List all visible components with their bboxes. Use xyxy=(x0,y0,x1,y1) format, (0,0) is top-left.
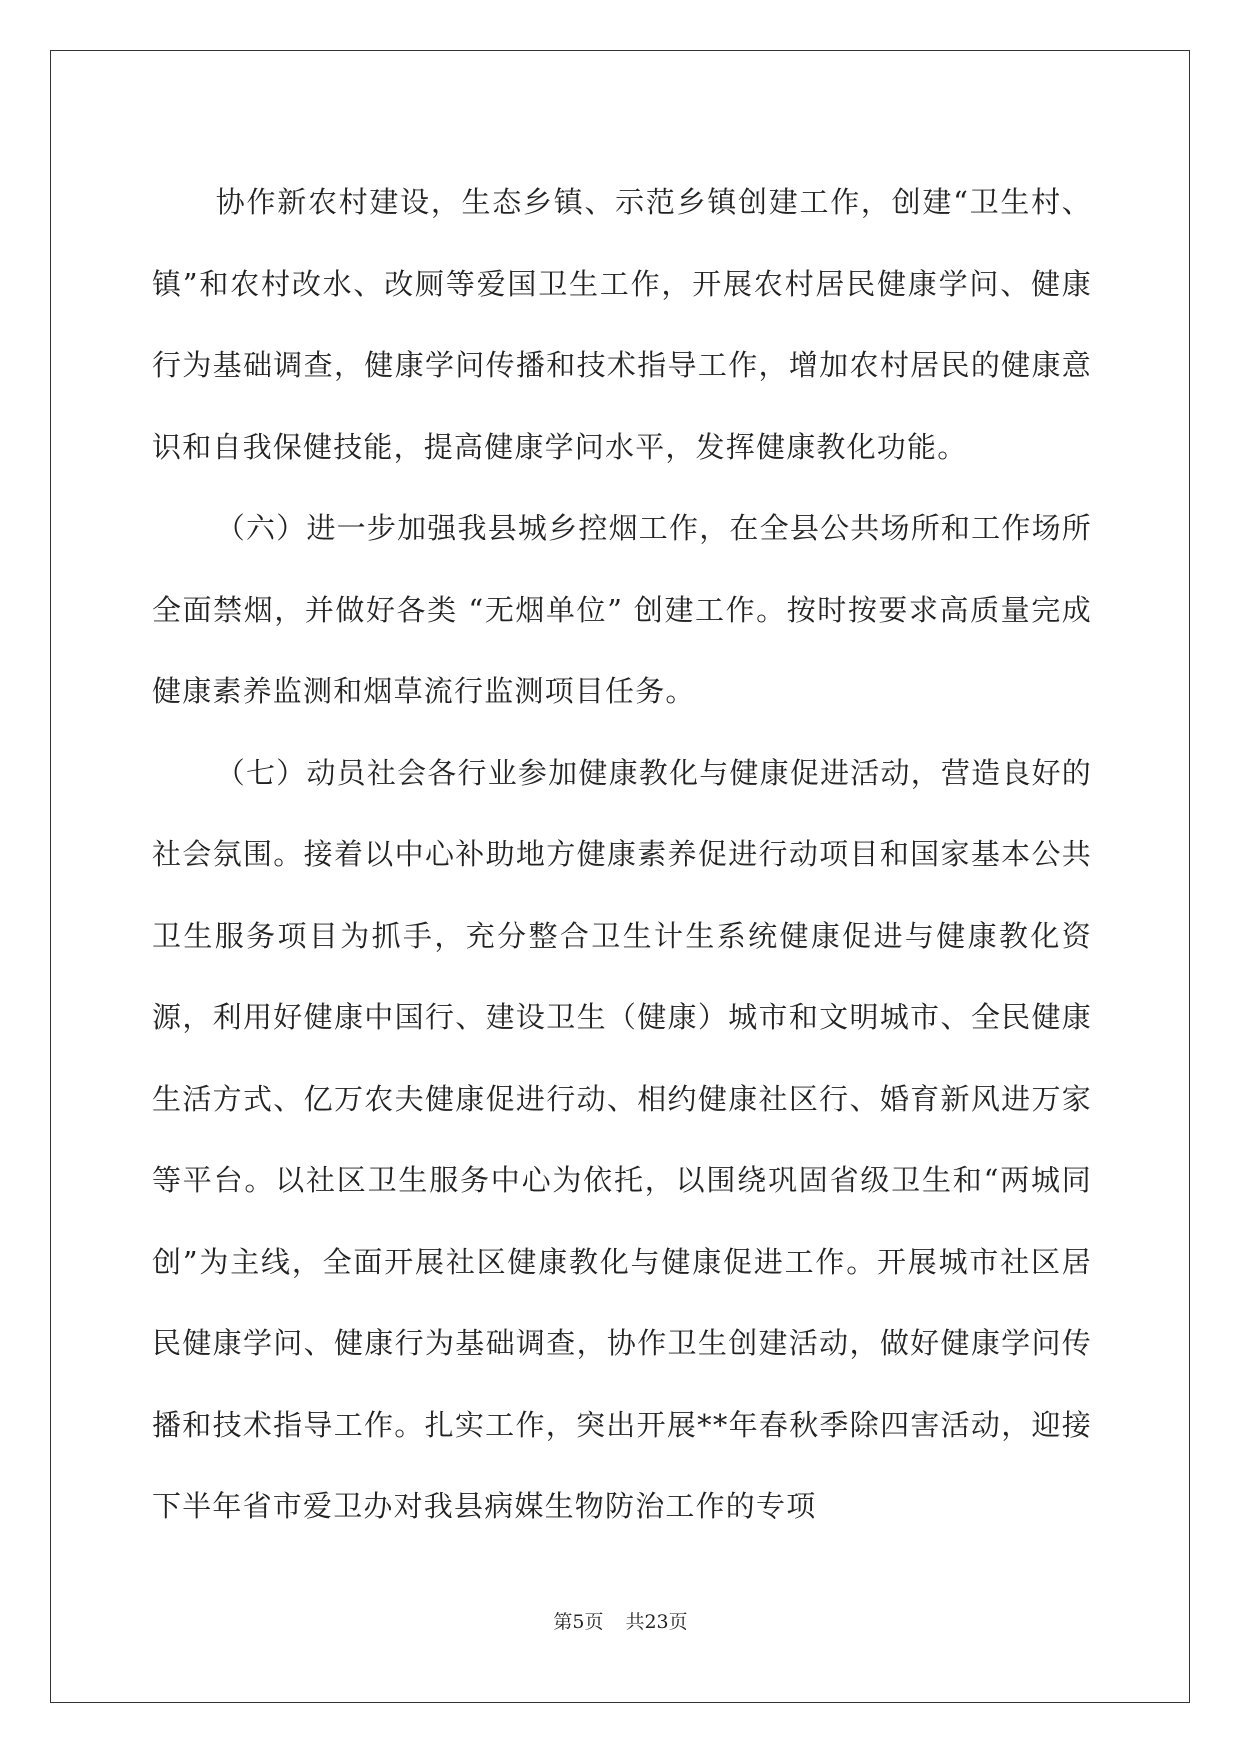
paragraph-3: （七）动员社会各行业参加健康教化与健康促进活动，营造良好的社会氛围。接着以中心补助地方健康素养促进行动项目和国家基本公共卫生服务项目为抓手，充分整合卫生计生系统健康促进与健康教化资源，利用好健康中国行、建设卫生（健康）城市和文明城市、全民健康生活方式、亿万农夫健康促进行动、相约健康社区行、婚育新风进万家等平台。以社区卫生服务中心为依托，以围绕巩固省级卫生和“两城同创”为主线，全面开展社区健康教化与健康促进工作。开展城市社区居民健康学问、健康行为基础调查，协作卫生创建活动，做好健康学问传播和技术指导工作。扎实工作，突出开展**年春秋季除四害活动，迎接下半年省市爱卫办对我县病媒生物防治工作的专项 xyxy=(152,755,1092,1523)
paragraph-1: 协作新农村建设，生态乡镇、示范乡镇创建工作，创建“卫生村、镇”和农村改水、改厕等爱国卫生工作，开展农村居民健康学问、健康行为基础调查，健康学问传播和技术指导工作，增加农村居民的健康意识和自我保健技能，提高健康学问水平，发挥健康教化功能。 xyxy=(152,185,1092,464)
paragraph-2: （六）进一步加强我县城乡控烟工作，在全县公共场所和工作场所全面禁烟，并做好各类 “无烟单位” 创建工作。按时按要求高质量完成健康素养监测和烟草流行监测项目任务。 xyxy=(152,511,1092,708)
page-number: 第5页 xyxy=(553,1611,604,1633)
page-footer xyxy=(0,1607,1241,1634)
page-total: 共23页 xyxy=(625,1611,688,1633)
document-body xyxy=(152,162,1092,1548)
